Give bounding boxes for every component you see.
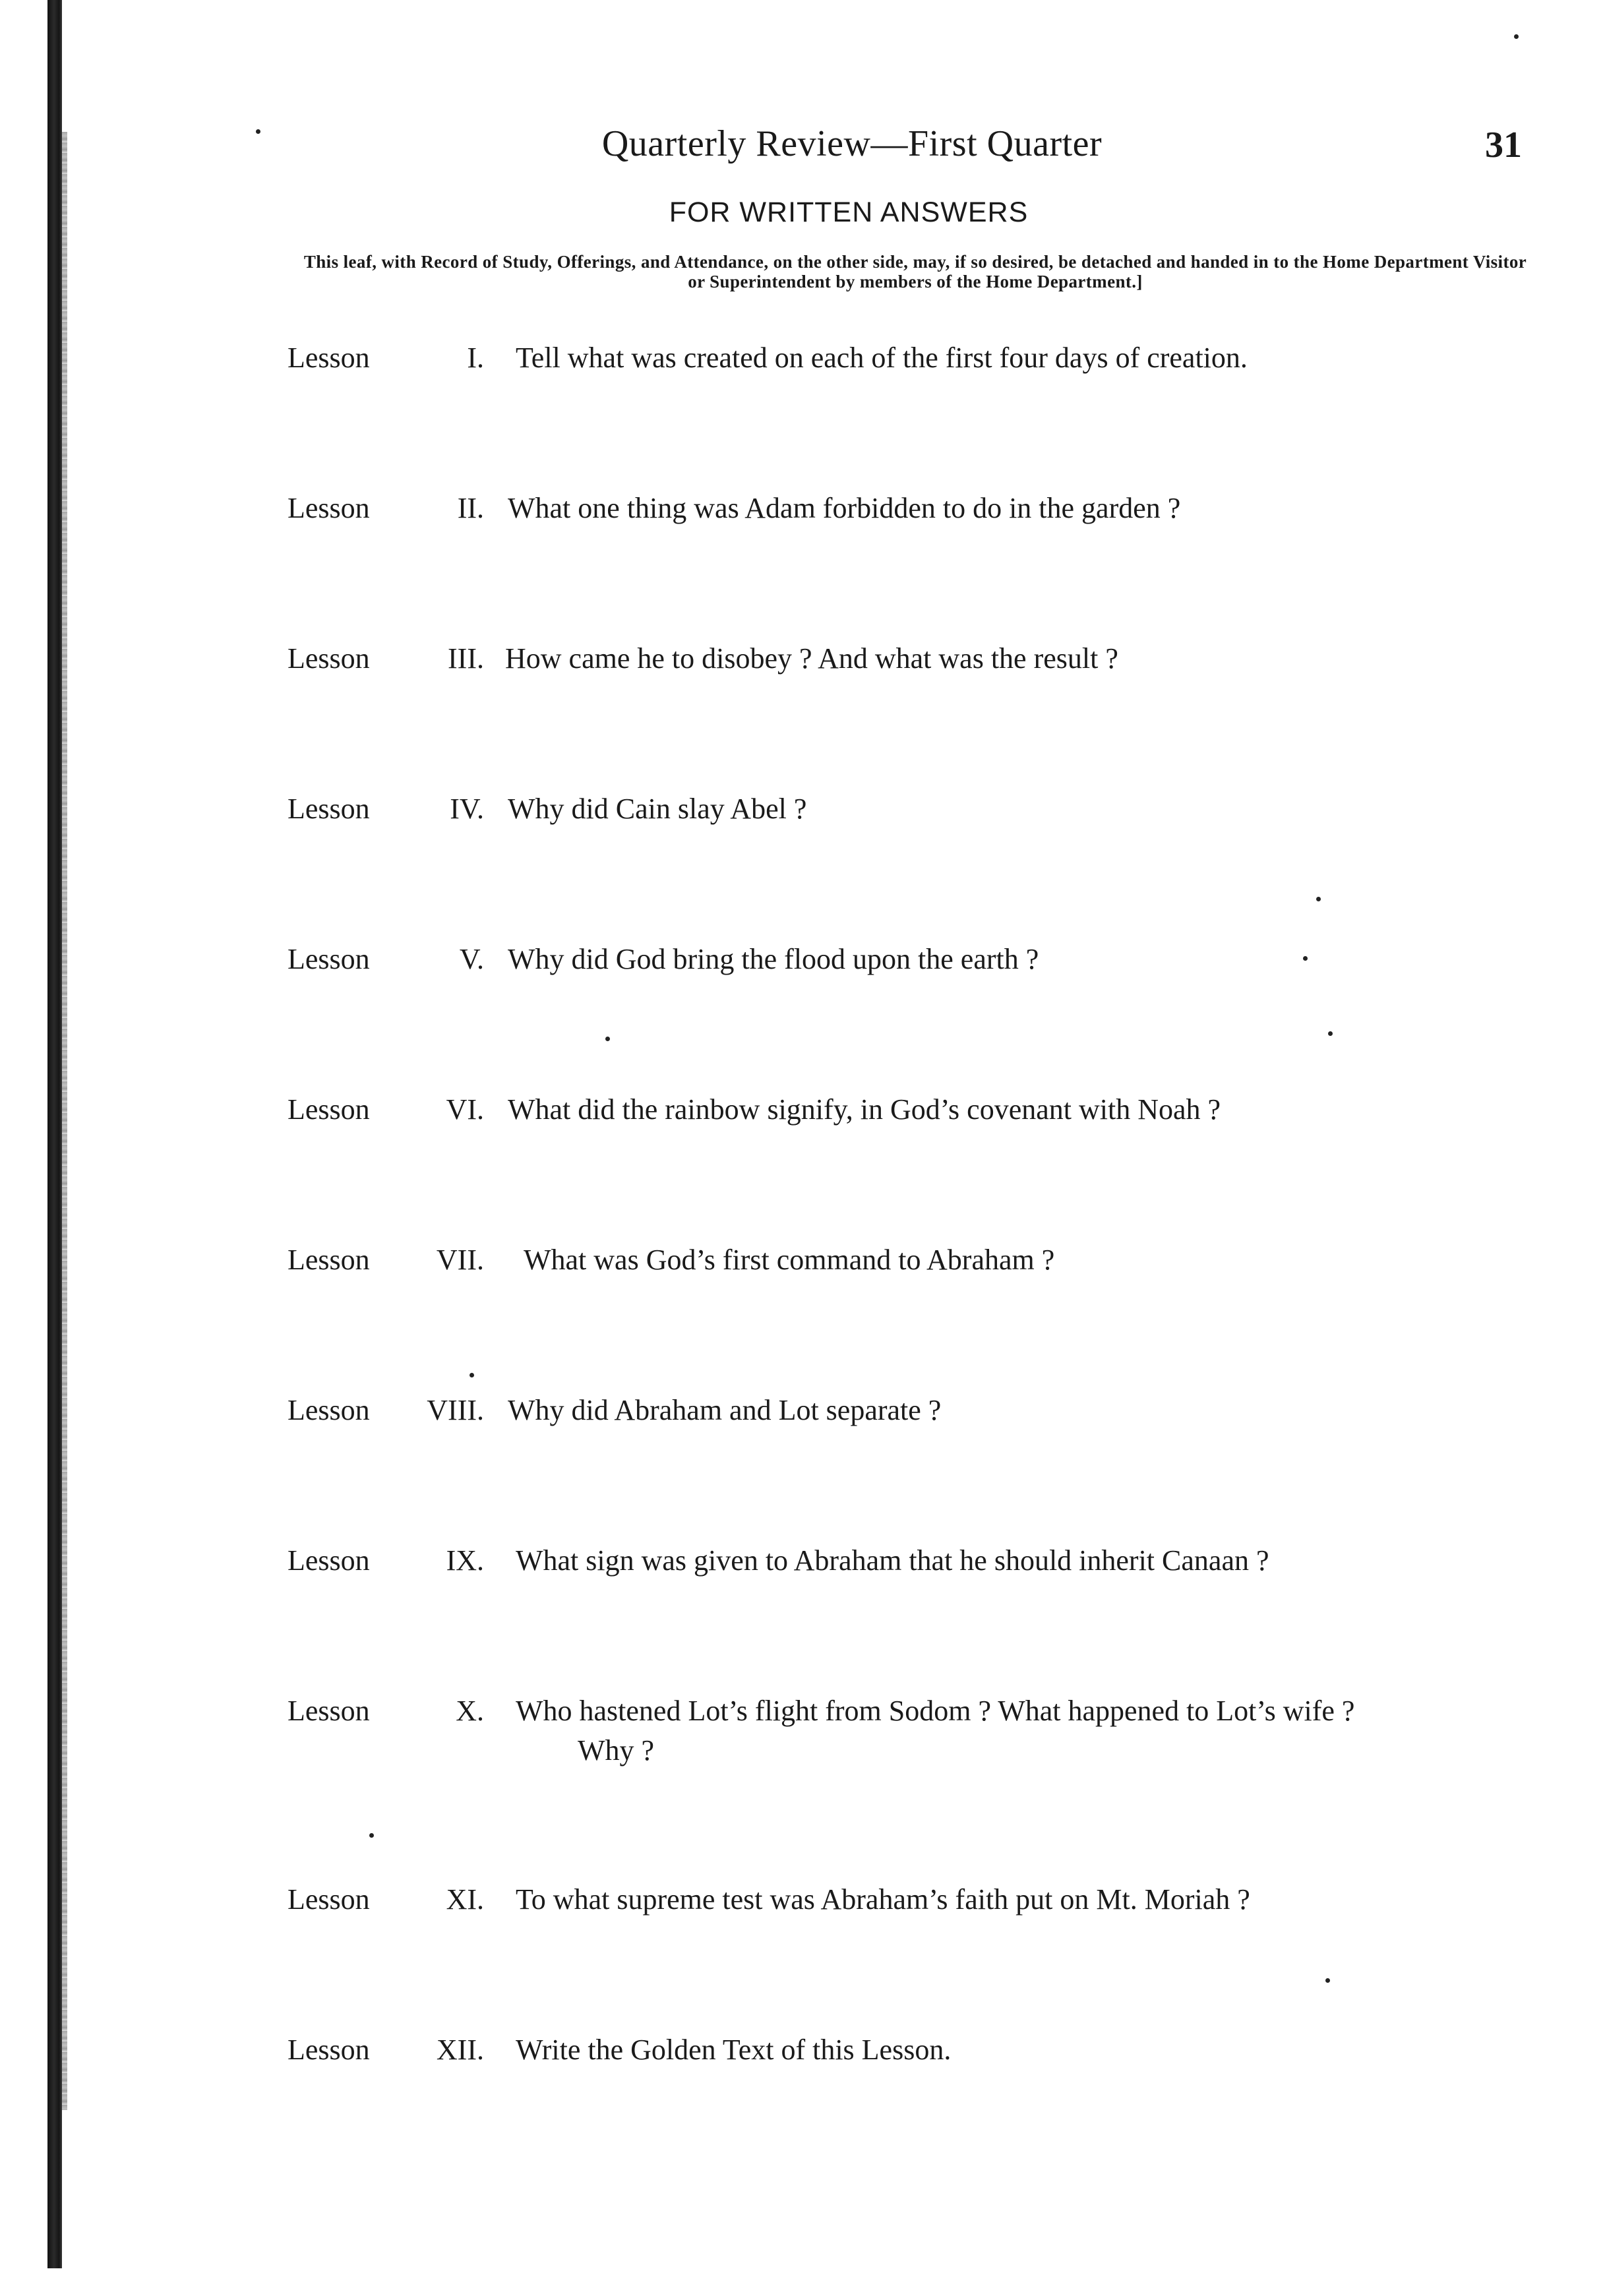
lesson-label: Lesson (288, 943, 370, 975)
lesson-numeral: I. (467, 342, 484, 374)
lesson-label: Lesson (288, 1695, 370, 1727)
lesson-question: What did the rainbow signify, in God’s covenant with Noah ? (508, 1093, 1221, 1126)
page-number: 31 (1485, 125, 1522, 166)
instruction-note: This leaf, with Record of Study, Offerings, and Attendance, on the other side, may, if so desired, be detached and handed in to the Home Department Visitor or Superintendent by members of the Home Department.] (303, 252, 1527, 291)
lesson-row (0, 1241, 1605, 1287)
lesson-numeral: VII. (436, 1244, 484, 1276)
lesson-numeral: XI. (446, 1883, 484, 1916)
lesson-label: Lesson (288, 492, 370, 524)
lesson-row (0, 339, 1605, 385)
lesson-numeral: IV. (450, 793, 484, 825)
lesson-numeral: IX. (446, 1544, 484, 1577)
lesson-row (0, 1391, 1605, 1437)
lesson-numeral: XII. (436, 2034, 484, 2066)
scan-speck (1328, 1031, 1333, 1036)
lesson-question: What sign was given to Abraham that he should inherit Canaan ? (516, 1544, 1269, 1577)
scan-speck (369, 1833, 374, 1838)
lesson-question: Write the Golden Text of this Lesson. (516, 2034, 952, 2066)
lesson-numeral: VIII. (427, 1394, 484, 1426)
lesson-numeral: VI. (446, 1093, 484, 1126)
scan-speck (605, 1037, 610, 1041)
lesson-row (0, 790, 1605, 836)
lesson-numeral: II. (457, 492, 484, 524)
lesson-label: Lesson (288, 2034, 370, 2066)
lesson-question-continued: Why ? (578, 1734, 655, 1767)
lesson-question: Who hastened Lot’s flight from Sodom ? What happened to Lot’s wife ? (516, 1695, 1355, 1727)
lesson-question: Tell what was created on each of the first four days of creation. (516, 342, 1248, 374)
scan-speck (469, 1373, 474, 1377)
scan-speck (256, 129, 260, 134)
lesson-label: Lesson (288, 342, 370, 374)
lesson-row (0, 1881, 1605, 1927)
lesson-numeral: X. (456, 1695, 484, 1727)
lesson-label: Lesson (288, 1394, 370, 1426)
scan-speck (1316, 897, 1321, 901)
lesson-label: Lesson (288, 1544, 370, 1577)
lesson-row (0, 640, 1605, 686)
lesson-question: Why did Abraham and Lot separate ? (508, 1394, 942, 1426)
lesson-row (0, 1091, 1605, 1137)
scan-speck (1303, 956, 1308, 961)
lesson-label: Lesson (288, 642, 370, 675)
section-heading: FOR WRITTEN ANSWERS (669, 196, 1029, 228)
lesson-question: What was God’s first command to Abraham ? (524, 1244, 1055, 1276)
lesson-label: Lesson (288, 1093, 370, 1126)
lesson-numeral: III. (448, 642, 484, 675)
lesson-row (0, 1542, 1605, 1588)
lesson-question: To what supreme test was Abraham’s faith put on Mt. Moriah ? (516, 1883, 1250, 1916)
lesson-row (0, 489, 1605, 535)
lesson-question: Why did God bring the flood upon the earth ? (508, 943, 1039, 975)
scan-speck (1325, 1978, 1330, 1983)
lesson-numeral: V. (459, 943, 484, 975)
lesson-label: Lesson (288, 1883, 370, 1916)
lesson-label: Lesson (288, 793, 370, 825)
lesson-question: How came he to disobey ? And what was the result ? (505, 642, 1118, 675)
lesson-row (0, 2031, 1605, 2077)
lesson-label: Lesson (288, 1244, 370, 1276)
lesson-question: What one thing was Adam forbidden to do in the garden ? (508, 492, 1181, 524)
lesson-question: Why did Cain slay Abel ? (508, 793, 807, 825)
running-title: Quarterly Review—First Quarter (601, 123, 1103, 164)
scan-speck (1514, 34, 1519, 39)
lesson-row (0, 940, 1605, 986)
lesson-row (0, 1692, 1605, 1784)
